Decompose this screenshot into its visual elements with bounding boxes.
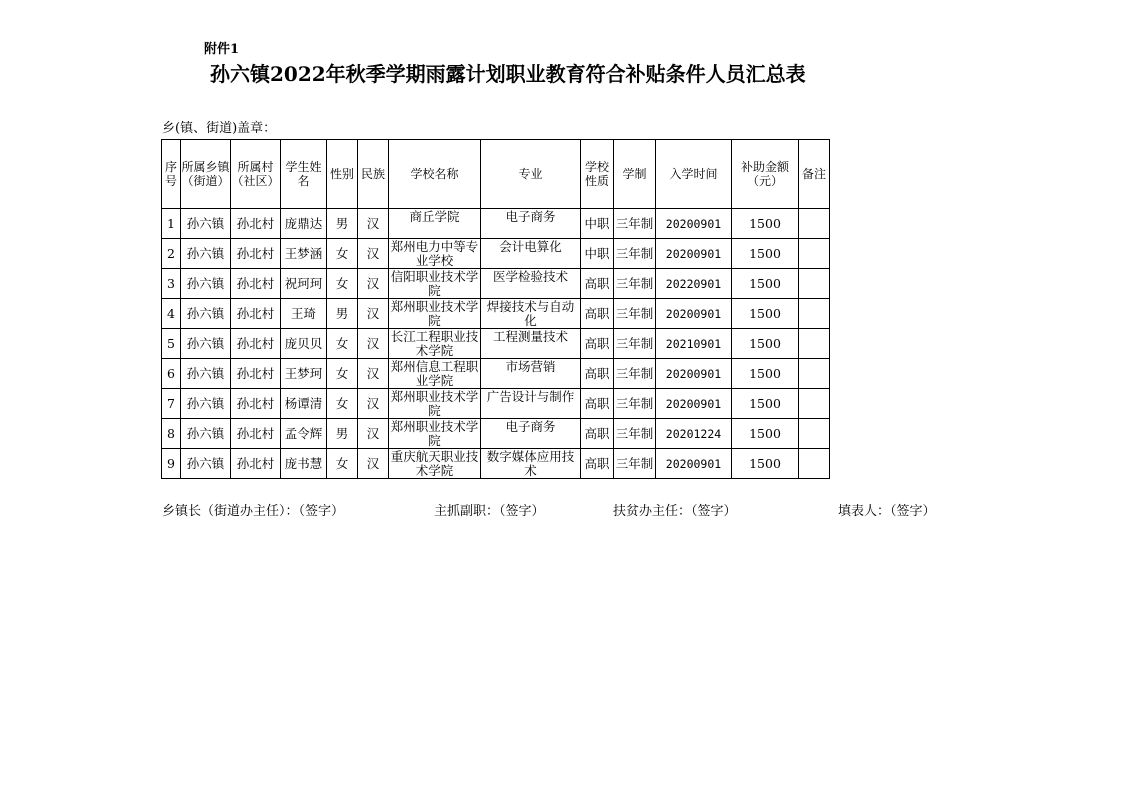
- gender-cell: 男: [327, 419, 358, 449]
- major-cell: [481, 419, 581, 449]
- school-name-cell: [389, 419, 481, 449]
- school-name-cell: [389, 269, 481, 299]
- column-header: 学生姓名: [281, 140, 327, 209]
- student-name-cell: 庞书慧: [281, 449, 327, 479]
- school-name-cell: [389, 389, 481, 419]
- village-cell: 孙北村: [231, 239, 281, 269]
- subsidy-amount-cell: 1500: [732, 209, 799, 239]
- attachment-label: 附件1: [204, 42, 240, 57]
- enrollment-date-cell: 20200901: [656, 239, 732, 269]
- table-row: [162, 419, 830, 449]
- student-name-cell: 祝珂珂: [281, 269, 327, 299]
- remarks-cell: [799, 419, 830, 449]
- schooling-length-cell: 三年制: [614, 269, 656, 299]
- student-name-cell: 孟令辉: [281, 419, 327, 449]
- township-cell: 孙六镇: [181, 359, 231, 389]
- schooling-length-cell: 三年制: [614, 449, 656, 479]
- deputy-signature: 主抓副职：（签字）: [434, 504, 545, 519]
- school-name-cell: [389, 449, 481, 479]
- school-name-text: 郑州职业技术学院: [390, 299, 479, 328]
- table-body: [162, 209, 830, 479]
- major-text: 广告设计与制作: [486, 389, 575, 404]
- ethnicity-cell: 汉: [358, 299, 389, 329]
- seal-label: 乡(镇、街道)盖章：: [162, 121, 277, 136]
- schooling-length-cell: 三年制: [614, 329, 656, 359]
- enrollment-date-cell: 20210901: [656, 329, 732, 359]
- column-header: 所属村（社区）: [231, 140, 281, 209]
- school-name-cell: [389, 329, 481, 359]
- ethnicity-cell: 汉: [358, 329, 389, 359]
- subsidy-amount-cell: 1500: [732, 449, 799, 479]
- major-text: 医学检验技术: [492, 269, 568, 284]
- gender-cell: 女: [327, 239, 358, 269]
- column-header: 所属乡镇（街道）: [181, 140, 231, 209]
- remarks-cell: [799, 329, 830, 359]
- student-name-cell: 庞贝贝: [281, 329, 327, 359]
- major-cell: [481, 359, 581, 389]
- major-text: 会计电算化: [499, 239, 562, 254]
- major-cell: [481, 449, 581, 479]
- remarks-cell: [799, 449, 830, 479]
- school-name-text: 郑州职业技术学院: [390, 419, 479, 448]
- school-name-cell: [389, 359, 481, 389]
- ethnicity-cell: 汉: [358, 209, 389, 239]
- school-name-cell: [389, 299, 481, 329]
- township-cell: 孙六镇: [181, 419, 231, 449]
- row-number-cell: 3: [162, 269, 181, 299]
- student-name-cell: 王梦涵: [281, 239, 327, 269]
- row-number-cell: 6: [162, 359, 181, 389]
- major-cell: [481, 389, 581, 419]
- table-row: [162, 299, 830, 329]
- column-header: 入学时间: [656, 140, 732, 209]
- ethnicity-cell: 汉: [358, 389, 389, 419]
- village-cell: 孙北村: [231, 389, 281, 419]
- row-number-cell: 7: [162, 389, 181, 419]
- village-cell: 孙北村: [231, 329, 281, 359]
- schooling-length-cell: 三年制: [614, 239, 656, 269]
- subsidy-amount-cell: 1500: [732, 239, 799, 269]
- township-cell: 孙六镇: [181, 299, 231, 329]
- row-number-cell: 1: [162, 209, 181, 239]
- column-header: 学校性质: [581, 140, 614, 209]
- table-row: [162, 269, 830, 299]
- school-type-cell: 高职: [581, 419, 614, 449]
- gender-cell: 男: [327, 209, 358, 239]
- major-cell: [481, 269, 581, 299]
- remarks-cell: [799, 239, 830, 269]
- column-header: 专业: [481, 140, 581, 209]
- column-header: 民族: [358, 140, 389, 209]
- major-text: 数字媒体应用技术: [486, 449, 575, 478]
- major-cell: [481, 239, 581, 269]
- row-number-cell: 4: [162, 299, 181, 329]
- ethnicity-cell: 汉: [358, 359, 389, 389]
- table-row: [162, 239, 830, 269]
- major-cell: [481, 329, 581, 359]
- township-cell: 孙六镇: [181, 389, 231, 419]
- enrollment-date-cell: 20200901: [656, 209, 732, 239]
- column-header: 补助金额（元）: [732, 140, 799, 209]
- subsidy-amount-cell: 1500: [732, 389, 799, 419]
- school-type-cell: 中职: [581, 209, 614, 239]
- poverty-office-signature: 扶贫办主任：（签字）: [613, 504, 737, 519]
- school-name-cell: [389, 239, 481, 269]
- school-type-cell: 高职: [581, 359, 614, 389]
- table-row: [162, 359, 830, 389]
- ethnicity-cell: 汉: [358, 449, 389, 479]
- table-header-row: [162, 140, 830, 209]
- enrollment-date-cell: 20200901: [656, 299, 732, 329]
- major-text: 电子商务: [505, 209, 556, 224]
- student-name-cell: 庞鼎达: [281, 209, 327, 239]
- document-title: 孙六镇2022年秋季学期雨露计划职业教育符合补贴条件人员汇总表: [210, 62, 806, 86]
- school-name-text: 商丘学院: [409, 209, 460, 224]
- schooling-length-cell: 三年制: [614, 209, 656, 239]
- table-row: [162, 449, 830, 479]
- ethnicity-cell: 汉: [358, 269, 389, 299]
- enrollment-date-cell: 20200901: [656, 449, 732, 479]
- major-text: 电子商务: [505, 419, 556, 434]
- table-row: [162, 329, 830, 359]
- subsidy-amount-cell: 1500: [732, 269, 799, 299]
- village-cell: 孙北村: [231, 269, 281, 299]
- subsidy-amount-cell: 1500: [732, 329, 799, 359]
- school-type-cell: 高职: [581, 329, 614, 359]
- gender-cell: 女: [327, 389, 358, 419]
- remarks-cell: [799, 389, 830, 419]
- subsidy-amount-cell: 1500: [732, 299, 799, 329]
- school-name-text: 郑州职业技术学院: [390, 389, 479, 418]
- schooling-length-cell: 三年制: [614, 299, 656, 329]
- village-cell: 孙北村: [231, 299, 281, 329]
- major-cell: [481, 209, 581, 239]
- enrollment-date-cell: 20220901: [656, 269, 732, 299]
- column-header: 序号: [162, 140, 181, 209]
- remarks-cell: [799, 299, 830, 329]
- township-cell: 孙六镇: [181, 329, 231, 359]
- column-header: 性别: [327, 140, 358, 209]
- column-header: 学制: [614, 140, 656, 209]
- subsidy-amount-cell: 1500: [732, 359, 799, 389]
- school-name-text: 信阳职业技术学院: [390, 269, 479, 298]
- school-type-cell: 高职: [581, 269, 614, 299]
- remarks-cell: [799, 359, 830, 389]
- school-type-cell: 高职: [581, 299, 614, 329]
- school-type-cell: 中职: [581, 239, 614, 269]
- major-text: 焊接技术与自动化: [486, 299, 575, 328]
- ethnicity-cell: 汉: [358, 239, 389, 269]
- remarks-cell: [799, 269, 830, 299]
- school-type-cell: 高职: [581, 389, 614, 419]
- township-cell: 孙六镇: [181, 269, 231, 299]
- row-number-cell: 9: [162, 449, 181, 479]
- mayor-signature: 乡镇长（街道办主任）：（签字）: [162, 504, 345, 519]
- township-cell: 孙六镇: [181, 449, 231, 479]
- township-cell: 孙六镇: [181, 239, 231, 269]
- enrollment-date-cell: 20200901: [656, 359, 732, 389]
- school-name-text: 长江工程职业技术学院: [390, 329, 479, 358]
- table-row: [162, 389, 830, 419]
- enrollment-date-cell: 20200901: [656, 389, 732, 419]
- remarks-cell: [799, 209, 830, 239]
- gender-cell: 女: [327, 329, 358, 359]
- column-header: 备注: [799, 140, 830, 209]
- village-cell: 孙北村: [231, 209, 281, 239]
- student-name-cell: 王梦珂: [281, 359, 327, 389]
- enrollment-date-cell: 20201224: [656, 419, 732, 449]
- school-name-cell: [389, 209, 481, 239]
- schooling-length-cell: 三年制: [614, 389, 656, 419]
- ethnicity-cell: 汉: [358, 419, 389, 449]
- student-name-cell: 王琦: [281, 299, 327, 329]
- filler-signature: 填表人：（签字）: [838, 504, 936, 519]
- column-header: 学校名称: [389, 140, 481, 209]
- village-cell: 孙北村: [231, 449, 281, 479]
- gender-cell: 男: [327, 299, 358, 329]
- school-type-cell: 高职: [581, 449, 614, 479]
- row-number-cell: 2: [162, 239, 181, 269]
- major-text: 工程测量技术: [492, 329, 568, 344]
- row-number-cell: 5: [162, 329, 181, 359]
- major-text: 市场营销: [505, 359, 556, 374]
- township-cell: 孙六镇: [181, 209, 231, 239]
- village-cell: 孙北村: [231, 419, 281, 449]
- major-cell: [481, 299, 581, 329]
- village-cell: 孙北村: [231, 359, 281, 389]
- table-row: [162, 209, 830, 239]
- schooling-length-cell: 三年制: [614, 359, 656, 389]
- gender-cell: 女: [327, 449, 358, 479]
- school-name-text: 郑州电力中等专业学校: [390, 239, 479, 268]
- gender-cell: 女: [327, 359, 358, 389]
- school-name-text: 重庆航天职业技术学院: [390, 449, 479, 478]
- student-name-cell: 杨谭清: [281, 389, 327, 419]
- row-number-cell: 8: [162, 419, 181, 449]
- subsidy-amount-cell: 1500: [732, 419, 799, 449]
- school-name-text: 郑州信息工程职业学院: [390, 359, 479, 388]
- schooling-length-cell: 三年制: [614, 419, 656, 449]
- gender-cell: 女: [327, 269, 358, 299]
- summary-table: [161, 139, 830, 479]
